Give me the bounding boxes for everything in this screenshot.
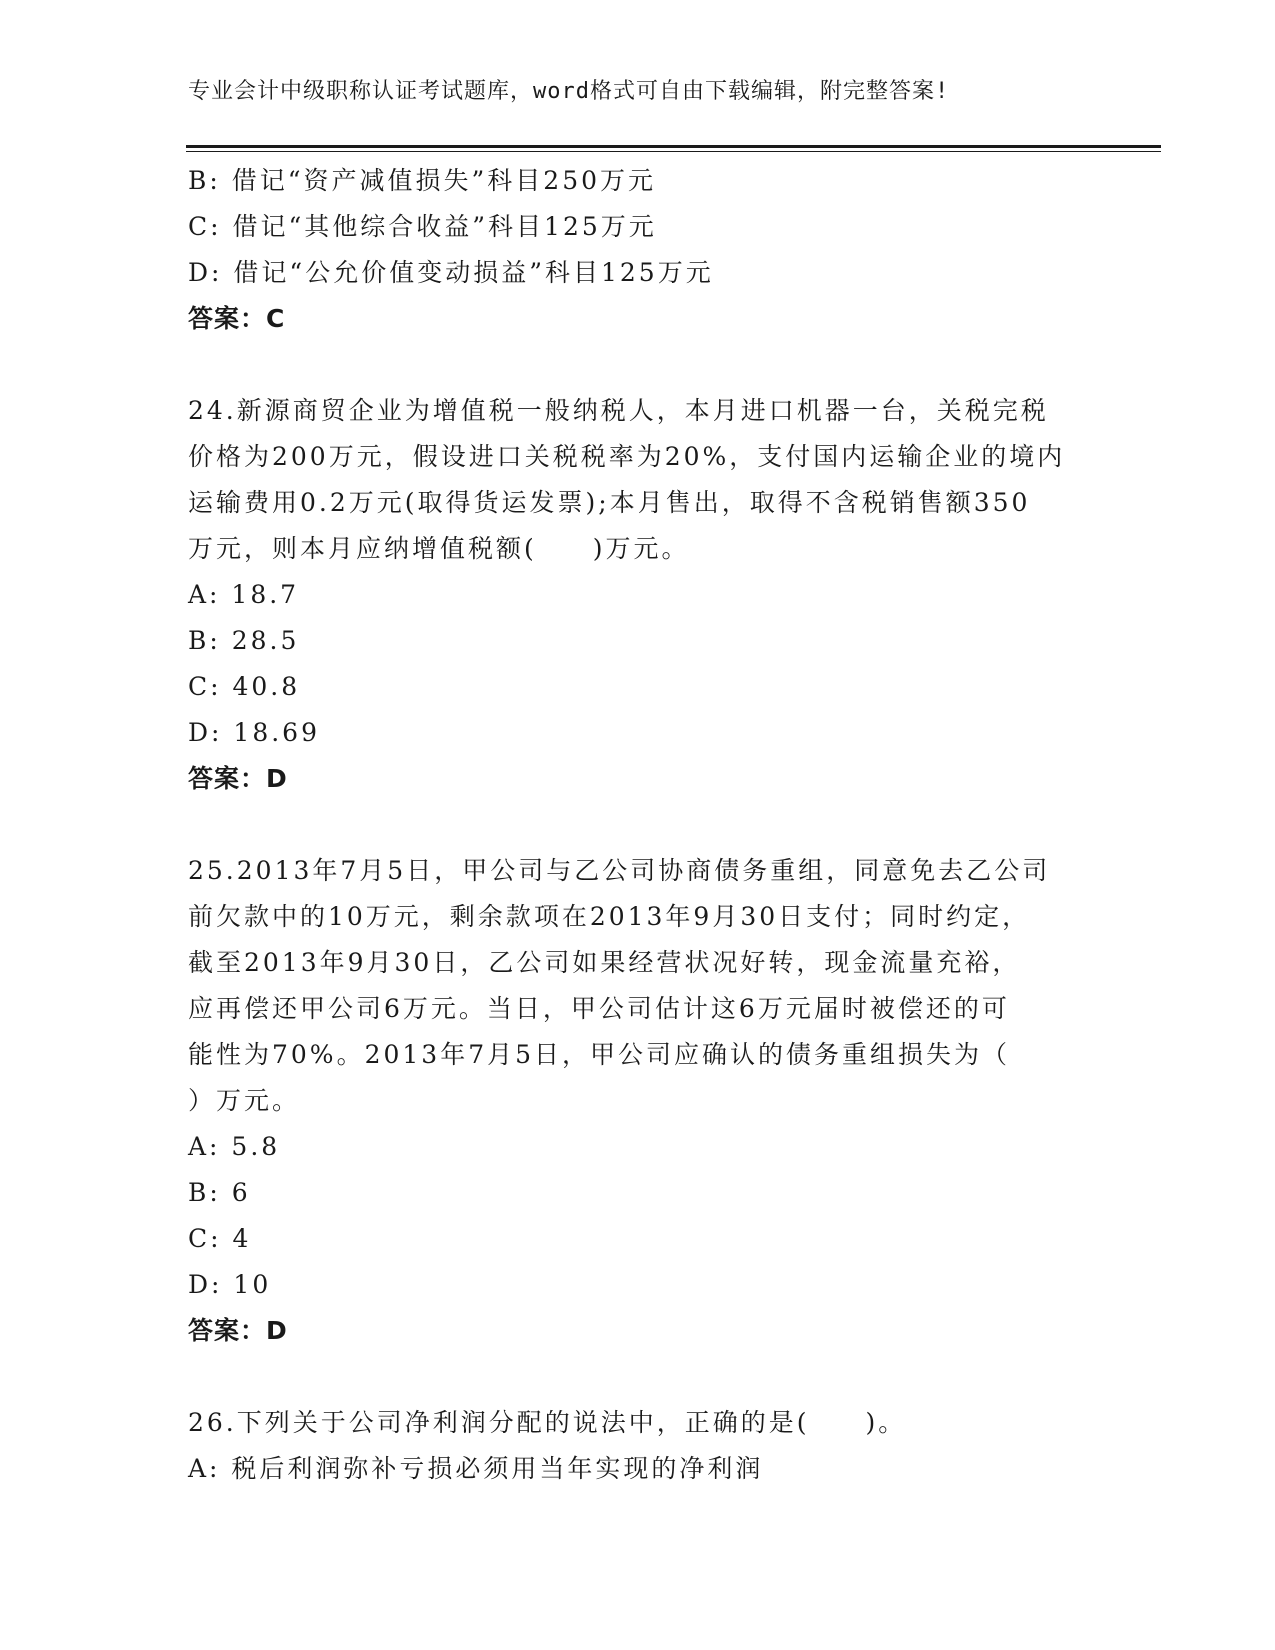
question-stem-line: 万元，则本月应纳增值税额( )万元。 [188,534,690,563]
option-d: D: 18.69 [188,718,320,747]
option-a: A: 18.7 [188,580,300,609]
question-26 [188,1400,1088,1492]
document-body [188,158,1088,1492]
question-stem-line: ）万元。 [188,1086,301,1115]
question-23-tail [188,158,1088,342]
header-rule-thick [186,145,1161,148]
option-d: D: 10 [188,1270,272,1299]
question-stem-line: 能性为70%。2013年7月5日，甲公司应确认的债务重组损失为（ [188,1040,1011,1069]
question-stem-line: 应再偿还甲公司6万元。当日，甲公司估计这6万元届时被偿还的可 [188,994,1010,1023]
page-header: 专业会计中级职称认证考试题库，word格式可自由下载编辑，附完整答案! [188,79,950,104]
option-c: C: 4 [188,1224,252,1253]
option-b: B: 28.5 [188,626,300,655]
question-24 [188,388,1088,802]
spacer [188,1354,1088,1400]
option-a: A: 5.8 [188,1132,281,1161]
option-c: C: 40.8 [188,672,301,701]
question-stem-line: 前欠款中的10万元，剩余款项在2013年9月30日支付；同时约定， [188,902,1031,931]
option-d: D: 借记“公允价值变动损益”科目125万元 [188,258,714,287]
option-a: A: 税后利润弥补亏损必须用当年实现的净利润 [188,1454,764,1483]
question-stem-line: 运输费用0.2万元(取得货运发票);本月售出，取得不含税销售额350 [188,488,1031,517]
answer-line: 答案：D [188,1316,288,1345]
spacer [188,342,1088,388]
question-stem-line: 26.下列关于公司净利润分配的说法中，正确的是( )。 [188,1408,907,1437]
option-c: C: 借记“其他综合收益”科目125万元 [188,212,657,241]
option-b: B: 6 [188,1178,251,1207]
question-stem-line: 25.2013年7月5日，甲公司与乙公司协商债务重组，同意免去乙公司 [188,856,1051,885]
header-rule-thin [186,151,1161,152]
question-stem-line: 截至2013年9月30日，乙公司如果经营状况好转，现金流量充裕， [188,948,1021,977]
answer-line: 答案：D [188,764,288,793]
answer-line: 答案：C [188,304,286,333]
spacer [188,802,1088,848]
question-25 [188,848,1088,1354]
question-stem-line: 24.新源商贸企业为增值税一般纳税人，本月进口机器一台，关税完税 [188,396,1049,425]
question-stem-line: 价格为200万元，假设进口关税税率为20%，支付国内运输企业的境内 [188,442,1066,471]
option-b: B: 借记“资产减值损失”科目250万元 [188,166,657,195]
